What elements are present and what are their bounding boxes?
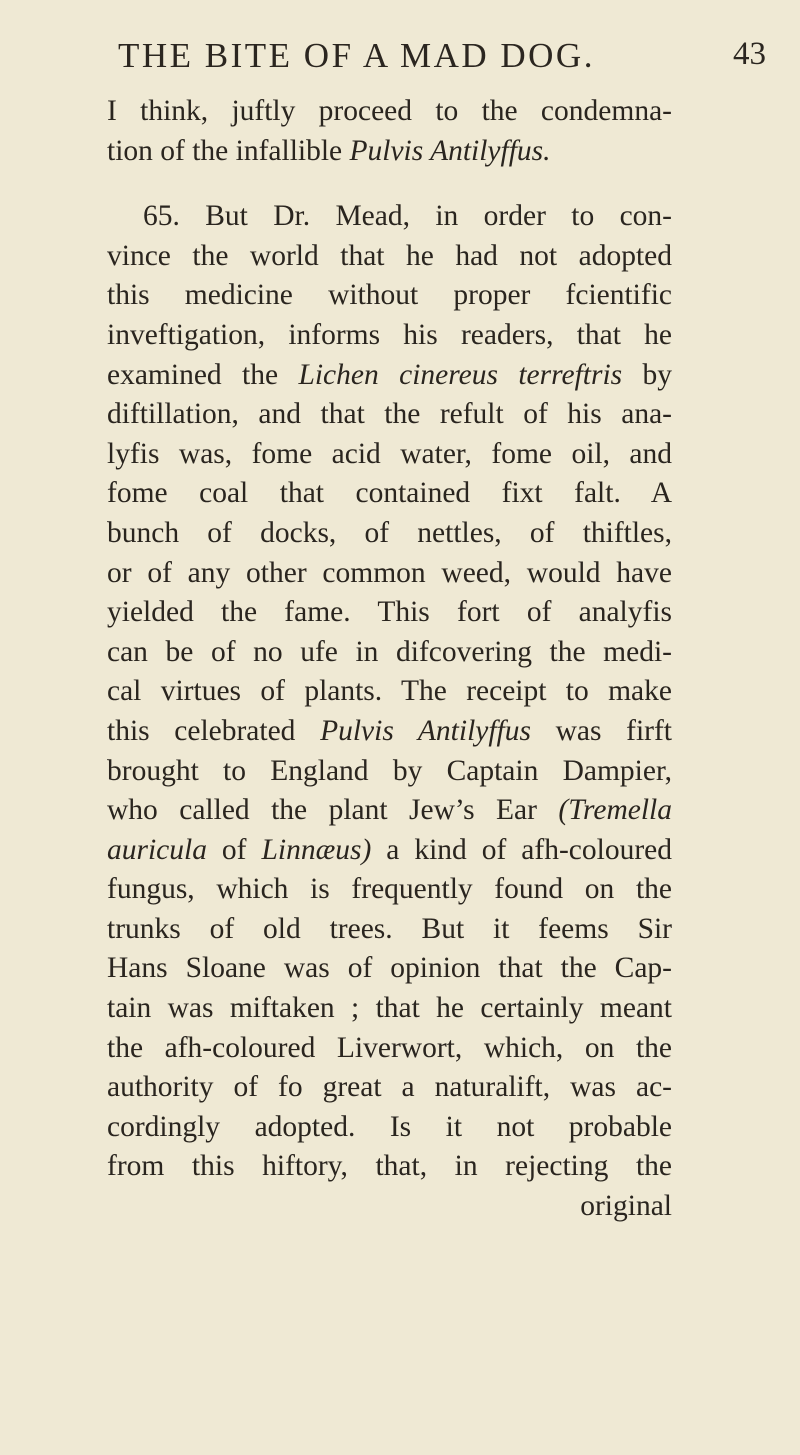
- text-line: [107, 712, 672, 752]
- text-line: [107, 395, 672, 435]
- text-line: [107, 474, 672, 514]
- text-span: Hans Sloane was of opinion that the Cap-: [107, 952, 672, 985]
- text-span: this medicine without proper fcientific: [107, 279, 672, 312]
- text-line: [107, 435, 672, 475]
- text-line: [107, 633, 672, 673]
- text-line: [107, 356, 672, 396]
- text-line: [107, 1068, 672, 1108]
- page-header: [0, 28, 800, 78]
- text-span: or of any other common weed, would have: [107, 556, 672, 589]
- text-span: cal virtues of plants. The receipt to make: [107, 675, 672, 708]
- text-span: brought to England by Captain Dampier,: [107, 754, 672, 787]
- text-span: I think, juftly proceed to the condemna-: [107, 95, 672, 127]
- text-span: authority of fo great a naturalift, was ac-: [107, 1071, 672, 1104]
- catchword: [107, 1187, 672, 1227]
- text-span: this celebrated: [107, 714, 321, 747]
- text-span: yielded the fame. This fort of analyfis: [107, 596, 672, 629]
- text-line: [107, 276, 672, 316]
- text-span: bunch of docks, of nettles, of thiftles,: [107, 516, 672, 549]
- text-line: [107, 752, 672, 792]
- text-span: who called the plant Jew’s Ear: [107, 794, 559, 827]
- text-line: [107, 870, 672, 910]
- paragraph-65: [107, 197, 672, 1226]
- text-span: diftillation, and that the refult of his ana-: [107, 398, 672, 431]
- italic-latin-name: Pulvis Antilyffus: [320, 714, 531, 747]
- text-span: by: [622, 358, 672, 391]
- text-span: lyfis was, fome acid water, fome oil, and: [107, 437, 672, 470]
- italic-latin-name: (Tremella: [558, 794, 672, 827]
- text-line: [107, 92, 672, 132]
- text-span: tion of the infallible: [107, 134, 350, 167]
- text-line: [107, 1029, 672, 1069]
- page-number: 43: [733, 36, 766, 72]
- text-line: [107, 316, 672, 356]
- text-span: of: [206, 833, 262, 866]
- text-span: 65. But Dr. Mead, in order to con-: [143, 200, 672, 233]
- text-span: vince the world that he had not adopted: [107, 239, 672, 272]
- text-line: [107, 237, 672, 277]
- text-span: tain was miftaken ; that he certainly meant: [107, 992, 672, 1025]
- text-span: examined the: [107, 358, 299, 391]
- text-line: [107, 132, 672, 172]
- text-line: [107, 831, 672, 871]
- text-line: [107, 1108, 672, 1148]
- italic-latin-name: Lichen cinereus terreftris: [298, 358, 623, 391]
- text-span: fungus, which is frequently found on the: [107, 873, 672, 906]
- paragraph-gap: [107, 171, 672, 197]
- text-span: the afh-coloured Liverwort, which, on the: [107, 1031, 672, 1064]
- text-line: [107, 989, 672, 1029]
- text-line: [107, 554, 672, 594]
- text-line: [107, 949, 672, 989]
- text-line: [107, 593, 672, 633]
- text-span: fome coal that contained fixt falt. A: [107, 477, 672, 510]
- paragraph-1: [107, 92, 672, 171]
- text-line: [107, 197, 672, 237]
- text-span: original: [580, 1190, 672, 1223]
- italic-latin-name: Pulvis Antilyffus.: [349, 134, 551, 167]
- text-line: [107, 1147, 672, 1187]
- text-span: cordingly adopted. Is it not probable: [107, 1110, 672, 1143]
- text-span: from this hiftory, that, in rejecting the: [107, 1150, 672, 1183]
- body-text: [107, 92, 672, 1227]
- italic-latin-name: Linnæus): [261, 833, 372, 866]
- text-span: can be of no ufe in difcovering the medi-: [107, 635, 672, 668]
- text-line: [107, 791, 672, 831]
- text-span: trunks of old trees. But it feems Sir: [107, 912, 672, 945]
- text-line: [107, 672, 672, 712]
- text-span: inveftigation, informs his readers, that he: [107, 318, 672, 351]
- text-span: was firft: [531, 714, 673, 747]
- text-span: a kind of afh-coloured: [371, 833, 673, 866]
- text-line: [107, 514, 672, 554]
- italic-latin-name: auricula: [107, 833, 207, 866]
- running-title: THE BITE OF A MAD DOG.: [118, 36, 595, 75]
- text-line: [107, 910, 672, 950]
